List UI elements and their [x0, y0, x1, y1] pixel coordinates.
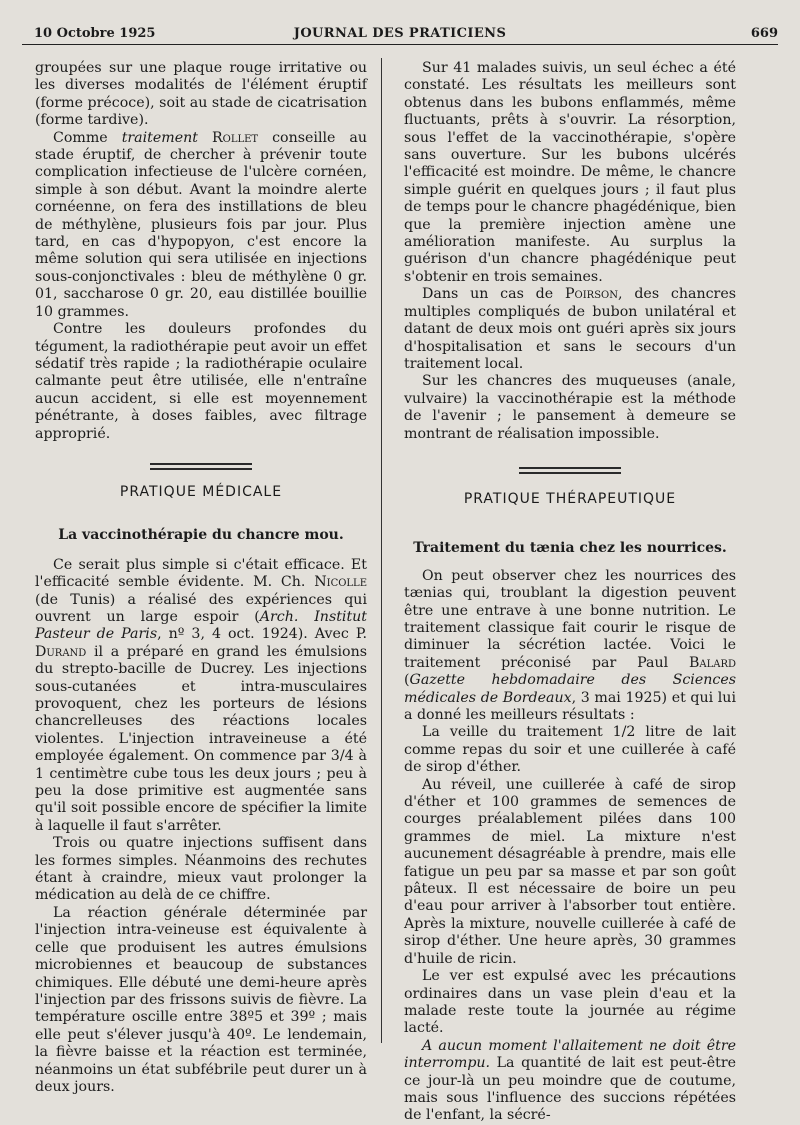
- text-run: , nº 3, 4 oct. 1924). Avec P.: [157, 626, 367, 643]
- text-run: Ce serait plus simple si c'était efficace. Et l'efficacité semble évidente. M. Ch.: [35, 556, 367, 591]
- text-run: (de Tunis) a réalisé des expériences qui ouvrent un large espoir (: [35, 591, 367, 625]
- paragraph: Au réveil, une cuillerée à café de sirop d'éther et 100 grammes de semences de courges préalablement pilées dans 100 grammes de miel. La mixture n'est aucunement désagréable à prendre, mais elle fatigue un peu par sa masse et par son goût pâteux. Il est nécessaire de boire un peu d'eau pour arriver à l'absorber tout entière. Après la mixture, nouvelle cuillerée à café de sirop d'éther. Une heure après, 30 grammes d'huile de ricin.: [404, 776, 736, 967]
- text-run: , des chancres multiples compliqués de bubon unilatéral et datant de deux mois ont guéri après six jours d'hospitalisation et sans le secours d'un traitement local.: [404, 286, 737, 372]
- paragraph: groupées sur une plaque rouge irritative ou les diverses modalités de l'élément éruptif (forme précoce), soit au stade de cicatrisation (forme tardive).: [35, 60, 367, 129]
- left-column: [35, 60, 367, 1096]
- text-run: conseille au stade éruptif, de chercher à prévenir toute complication infectieuse de l'ulcère cornéen, simple à son début. Avant la moindre alerte cornéenne, on fera des instillations de bleu de méthylène, plusieurs fois par jour. Plus tard, en cas d'hypopyon, c'est encore la même solution qui sera utilisée en injections sous-conjonctivales : bleu de méthylène 0 gr. 01, saccharose 0 gr. 20, eau distillée bouillie 10 grammes.: [35, 129, 368, 320]
- emphasis: traitement: [121, 129, 198, 146]
- paragraph: Le ver est expulsé avec les précautions ordinaires dans un vase plein d'eau et la malade reste toute la journée au régime lacté.: [404, 968, 736, 1037]
- author-name: Balard: [688, 654, 736, 671]
- author-name: Nicolle: [314, 574, 367, 591]
- author-name: Rollet: [211, 129, 259, 146]
- section-ornament: [150, 463, 252, 470]
- page-header: [22, 22, 778, 45]
- citation-title: Gazette hebdomadaire des Sciences médicales de Bordeaux: [404, 672, 736, 706]
- journal-title: JOURNAL DES PRATICIENS: [293, 26, 507, 41]
- citation-title: Arch. Institut Pasteur de Paris: [35, 608, 368, 643]
- section-title: PRATIQUE THÉRAPEUTIQUE: [463, 490, 677, 507]
- paragraph: [404, 1038, 736, 1125]
- section-title: PRATIQUE MÉDICALE: [119, 483, 283, 500]
- article-title: Traitement du tænia chez les nourrices.: [413, 540, 727, 557]
- emphasis: A aucun moment l'allaitement ne doit être interrompu.: [404, 1037, 736, 1072]
- right-column: [404, 60, 736, 1125]
- paragraph: [35, 557, 367, 836]
- text-run: Comme: [53, 129, 108, 146]
- text-run: Dans un cas de: [422, 286, 554, 303]
- author-name: Durand: [35, 643, 87, 660]
- paragraph: [404, 286, 736, 373]
- text-run: il a préparé en grand les émulsions du strepto-bacille de Ducrey. Les injections sous-cutanées et intra-musculaires provoquent, chez les porteurs de lésions chancrelleuses des réactions locales violentes. L'injection intraveineuse a été employée également. On commence par 3/4 à 1 centimètre cube tous les deux jours ; peu à peu la dose primitive est augmentée sans qu'il soit possible encore de spécifier la limite à laquelle il faut s'arrêter.: [35, 643, 367, 834]
- paragraph: La veille du traitement 1/2 litre de lait comme repas du soir et une cuillerée à café de sirop d'éther.: [404, 724, 736, 776]
- paragraph: [35, 130, 367, 321]
- article-title: La vaccinothérapie du chancre mou.: [58, 527, 344, 544]
- paragraph: Contre les douleurs profondes du tégument, la radiothérapie peut avoir un effet sédatif très rapide ; la radiothérapie oculaire calmante peut être utilisée, elle n'entraîne aucun accident, si elle est moyennement pénétrante, à doses faibles, avec filtrage approprié.: [35, 321, 367, 442]
- text-run: (: [404, 672, 410, 689]
- paragraph: La réaction générale déterminée par l'injection intra-veineuse est équivalente à celle que produisent les autres émulsions microbiennes et beaucoup de substances chimiques. Elle débuté une demi-heure après l'injection par des frissons suivis de fièvre. La température oscille entre 38º5 et 39º ; mais elle peut s'élever jusqu'à 40º. Le lendemain, la fièvre baisse et la réaction est terminée, néanmoins un état subfébrile peut durer un à deux jours.: [35, 904, 367, 1095]
- paragraph: Sur les chancres des muqueuses (anale, vulvaire) la vaccinothérapie est la méthode de l'avenir ; le pansement à demeure se montrant de réalisation impossible.: [404, 373, 736, 442]
- section-ornament: [519, 467, 621, 474]
- issue-date: 10 Octobre 1925: [34, 26, 156, 41]
- column-divider: [381, 58, 382, 1043]
- text-run: On peut observer chez les nourrices des tænias qui, troublant la digestion peuvent être une entrave à une bonne nutrition. Le traitement classique fait courir le risque de diminuer la sécrétion lactée. Voici le traitement préconisé par Paul: [404, 567, 736, 671]
- text-run: , 3 mai 1925) et qui lui a donné les meilleurs résultats :: [404, 689, 736, 723]
- paragraph: Sur 41 malades suivis, un seul échec a été constaté. Les résultats les meilleurs sont obtenus dans les bubons enflammés, même fluctuants, prêts à s'ouvrir. La résorption, sous l'effet de la vaccinothérapie, s'opère sans ouverture. Sur les bubons ulcérés l'efficacité est moindre. De même, le chancre simple guérit en quelques jours ; il faut plus de temps pour le chancre phagédénique, bien que la première injection amène une amélioration manifeste. Au surplus la guérison d'un chancre phagédénique peut s'obtenir en trois semaines.: [404, 60, 736, 285]
- text-run: La quantité de lait est peut-être ce jour-là un peu moindre que de coutume, mais sous l'influence des succions répétées de l'enfant, la sécré-: [404, 1055, 736, 1124]
- paragraph: [404, 568, 736, 725]
- author-name: Poirson: [564, 286, 619, 303]
- page-number: 669: [750, 26, 778, 41]
- paragraph: Trois ou quatre injections suffisent dans les formes simples. Néanmoins des rechutes étant à craindre, mieux vaut prolonger la médication au delà de ce chiffre.: [35, 835, 367, 904]
